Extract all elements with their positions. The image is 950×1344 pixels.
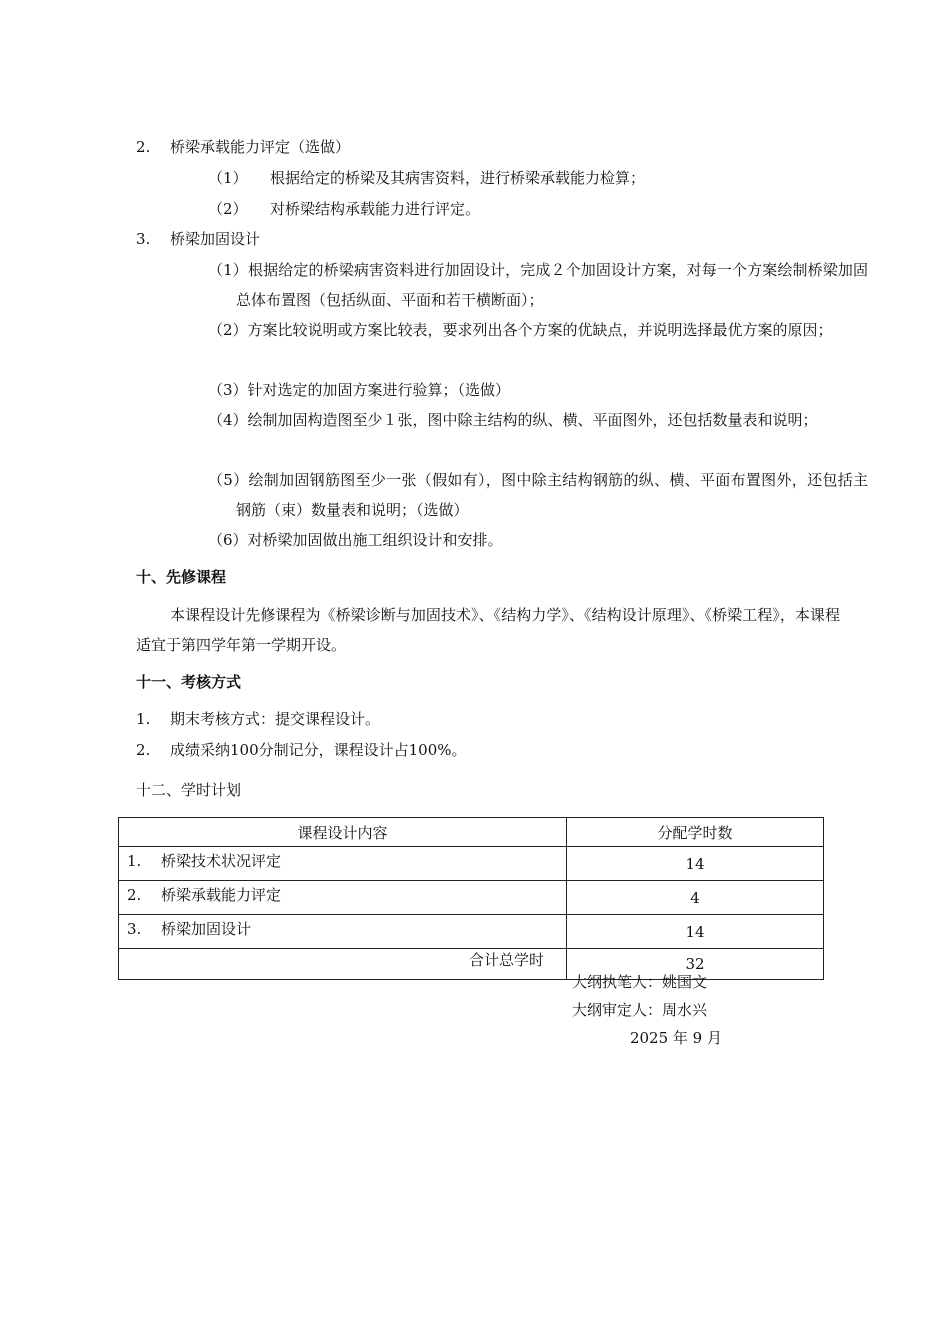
- table-row: 3. 桥梁加固设计 14: [119, 915, 824, 949]
- syllabus-date: 2025 年 9 月: [629, 1029, 722, 1047]
- table-row: 2. 桥梁承载能力评定 4: [119, 881, 824, 915]
- section-3-item-6: （6）对桥梁加固做出施工组织设计和安排。: [208, 531, 503, 549]
- section-3-number: 3.: [136, 230, 151, 248]
- section-3-title: 桥梁加固设计: [170, 230, 261, 248]
- assessment-item-2: 2. 成绩采纳100分制记分，课程设计占100%。: [136, 741, 467, 759]
- section-3-heading: [136, 229, 260, 249]
- study-hours-table: [118, 817, 824, 980]
- section-2-title: 桥梁承载能力评定（选做）: [170, 138, 351, 156]
- col-header-hours: 分配学时数: [567, 818, 824, 847]
- syllabus-reviewer: 大纲审定人：周水兴: [572, 1001, 708, 1019]
- plan-heading: 十二、学时计划: [136, 781, 242, 799]
- section-2-item-1: （1） 根据给定的桥梁及其病害资料，进行桥梁承载能力检算；: [208, 169, 646, 187]
- section-3-item-4: （4）绘制加固构造图至少１张，图中除主结构的纵、横、平面图外，还包括数量表和说明；: [208, 411, 818, 429]
- col-header-content: 课程设计内容: [119, 818, 567, 847]
- prereq-heading: 十、先修课程: [136, 568, 227, 586]
- total-label: 合计总学时: [119, 949, 567, 980]
- section-2-number: 2.: [136, 138, 151, 156]
- table-header-row: [119, 818, 824, 847]
- prereq-paragraph: 本课程设计先修课程为《桥梁诊断与加固技术》、《结构力学》、《结构设计原理》、《桥梁工程》，本课程适宜于第四学年第一学期开设。: [136, 606, 840, 654]
- section-2-item-2: （2） 对桥梁结构承载能力进行评定。: [208, 200, 481, 218]
- section-3-item-5: （5）绘制加固钢筋图至少一张（假如有），图中除主结构钢筋的纵、横、平面布置图外，还包括主钢筋（束）数量表和说明；（选做）: [208, 471, 868, 519]
- section-3-item-3: （3）针对选定的加固方案进行验算；（选做）: [208, 381, 511, 399]
- section-2-heading: [136, 137, 350, 157]
- syllabus-writer: 大纲执笔人：姚国文: [572, 973, 708, 991]
- table-total-row: [119, 949, 824, 980]
- section-3-item-2: （2）方案比较说明或方案比较表，要求列出各个方案的优缺点，并说明选择最优方案的原因；: [208, 321, 833, 339]
- assessment-heading: 十一、考核方式: [136, 673, 242, 691]
- table-row: 1. 桥梁技术状况评定 14: [119, 847, 824, 881]
- total-hours: 32: [567, 949, 824, 980]
- section-3-item-1: （1）根据给定的桥梁病害资料进行加固设计，完成２个加固设计方案，对每一个方案绘制桥梁加固总体布置图（包括纵面、平面和若干横断面）；: [208, 261, 868, 309]
- assessment-item-1: 1. 期末考核方式：提交课程设计。: [136, 710, 381, 728]
